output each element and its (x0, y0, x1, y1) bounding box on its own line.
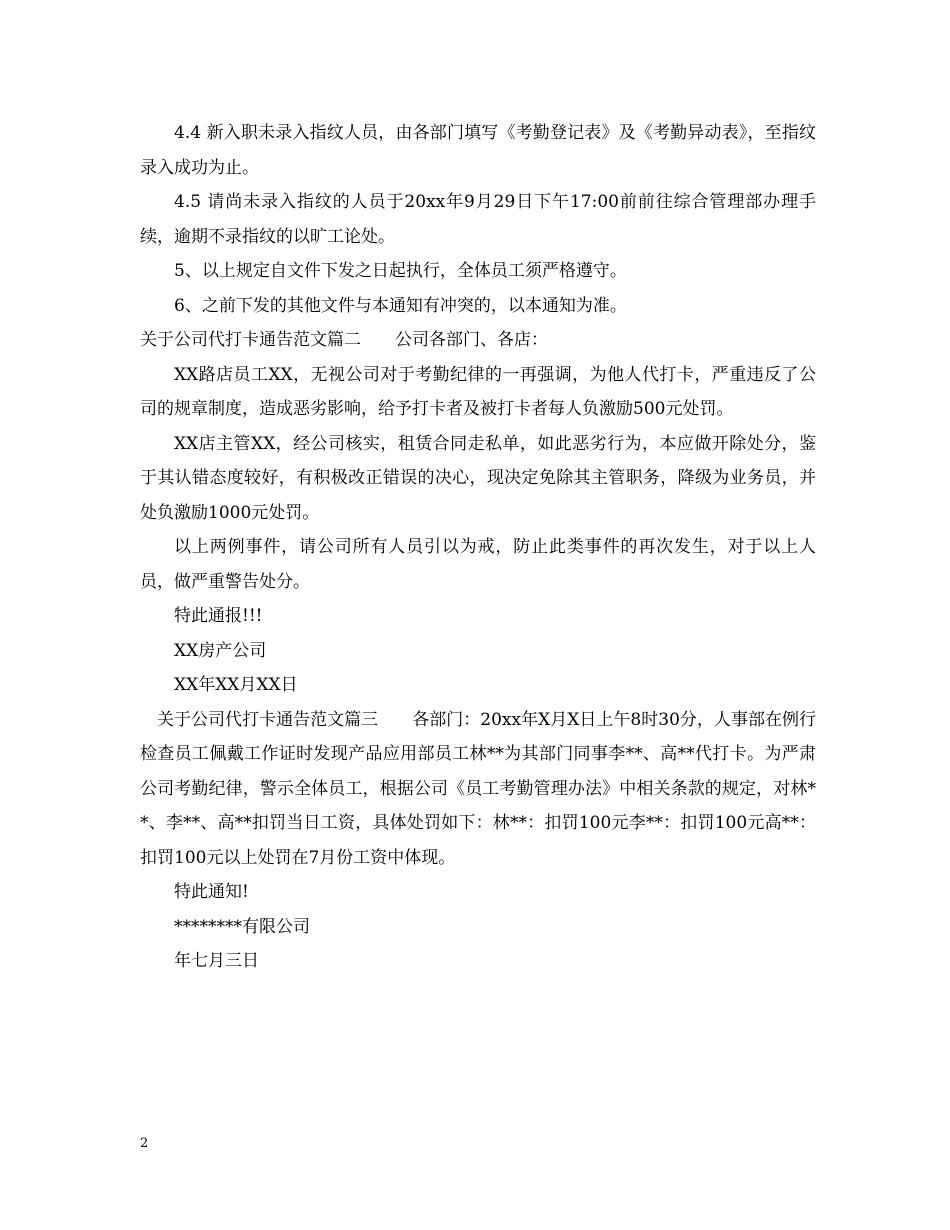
closing-notice-2 (140, 599, 816, 634)
signature-company-3 (140, 910, 816, 945)
paragraph-text: 以上两例事件，请公司所有人员引以为戒，防止此类事件的再次发生，对于以上人员，做严重警告处分。 (140, 537, 816, 592)
section-heading-2 (140, 323, 816, 358)
signature-date-3 (140, 944, 816, 979)
closing-notice-3 (140, 875, 816, 910)
paragraph-text: XX路店员工XX，无视公司对于考勤纪律的一再强调，为他人代打卡，严重违反了公司的规章制度，造成恶劣影响，给予打卡者及被打卡者每人负激励500元处罚。 (140, 364, 816, 419)
paragraph-text: 4.4 新入职未录入指纹人员，由各部门填写《考勤登记表》及《考勤异动表》，至指纹录入成功为止。 (140, 123, 816, 178)
paragraph-4-5 (140, 185, 816, 254)
paragraph-text: XX房产公司 (174, 640, 267, 661)
paragraph-text: 特此通报!!! (174, 606, 263, 626)
paragraph-text: XX店主管XX，经公司核实，租赁合同走私单，如此恶劣行为，本应做开除处分，鉴于其认错态度较好，有积极改正错误的决心，现决定免除其主管职务，降级为业务员，并处负激励1000元处罚。 (140, 433, 816, 523)
paragraph-text: ********有限公司 (174, 916, 310, 937)
paragraph-text: 6、之前下发的其他文件与本通知有冲突的，以本通知为准。 (174, 295, 627, 316)
salutation-2: 公司各部门、各店： (395, 330, 548, 350)
paragraph-5 (140, 254, 816, 289)
signature-date-2 (140, 668, 816, 703)
signature-company-2 (140, 634, 816, 669)
paragraph-text: 4.5 请尚未录入指纹的人员于20xx年9月29日下午17:00前前往综合管理部办理手续，逾期不录指纹的以旷工论处。 (140, 192, 816, 247)
document-body (140, 116, 816, 979)
paragraph-warning (140, 530, 816, 599)
paragraph-penalty-2 (140, 427, 816, 531)
section-heading-3 (140, 703, 816, 876)
section-title-2: 关于公司代打卡通告范文篇二 (140, 330, 361, 350)
paragraph-penalty-1 (140, 358, 816, 427)
paragraph-text: XX年XX月XX日 (174, 675, 298, 695)
paragraph-text: 5、以上规定自文件下发之日起执行，全体员工须严格遵守。 (174, 261, 627, 281)
page-number: 2 (140, 1136, 149, 1151)
section-body-3: 各部门：20xx年X月X日上午8时30分，人事部在例行检查员工佩戴工作证时发现产品应用部员工林**为其部门同事李**、高**代打卡。为严肃公司考勤纪律，警示全体员工，根据公司《员工考勤管理办法》中相关条款的规定，对林**、李**、高**扣罚当日工资，具体处罚如下：林**：扣罚100元李**：扣罚100元高**：扣罚100元以上处罚在7月份工资中体现。 (140, 709, 817, 868)
section-title-3: 关于公司代打卡通告范文篇三 (157, 709, 379, 730)
paragraph-text: 特此通知! (174, 882, 249, 902)
paragraph-4-4 (140, 116, 816, 185)
paragraph-6 (140, 289, 816, 324)
paragraph-text: 年七月三日 (174, 951, 259, 971)
